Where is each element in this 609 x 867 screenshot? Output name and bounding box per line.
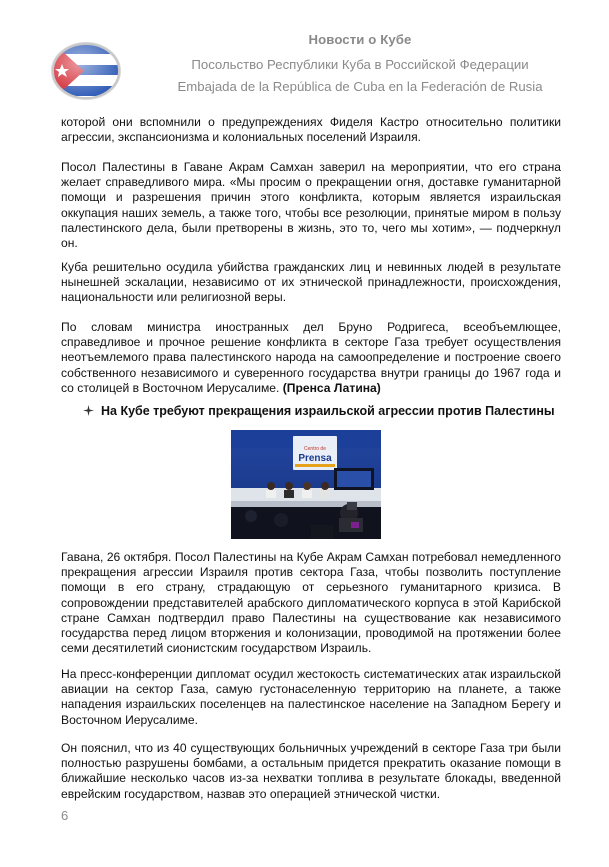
press-conference-photo <box>231 430 381 539</box>
page-header <box>0 0 609 110</box>
source-credit: (Пренса Латина) <box>282 380 381 395</box>
paragraph: Гавана, 26 октября. Посол Палестины на Кубе Акрам Самхан потребовал немедленного прекращения агрессии Израиля против сектора Газа, чтобы позволить поступление помощи в его страну, страдающую от серьезного гуманитарного кризиса. В сопровождении представителей арабского дипломатического корпуса в этой Карибской стране Самхан подтвердил право Палестины на существование как независимого государства перед лицом вторжения и колонизации, проводимой на протяжении более семи десятилетий сионистским государством Израиль. <box>61 550 561 656</box>
article-heading-text: На Кубе требуют прекращения израильской агрессии против Палестины <box>101 404 555 418</box>
article-heading <box>83 404 583 418</box>
embassy-name-russian: Посольство Республики Куба в Российской Федерации <box>191 57 529 72</box>
paragraph: которой они вспомнили о предупреждениях Фиделя Кастро относительно политики агрессии, экспансионизма и колониальных поселений Израиля. <box>61 115 561 145</box>
paragraph <box>61 320 561 396</box>
paragraph: Он пояснил, что из 40 существующих больничных учреждений в секторе Газа три были полностью разрушены бомбами, а остальным придется прекратить оказание помощи в ближайшие несколько часов из-за нехватки топлива в результате блокады, введенной еврейским государством, назвав это операцией этнической чистки. <box>61 741 561 801</box>
page-number: 6 <box>61 808 69 823</box>
paragraph: На пресс-конференции дипломат осудил жестокость систематических атак израильской авиации на сектор Газа, самую густонаселенную территорию на планете, а также нападения израильских поселенцев на палестинское население на Западном Берегу и Восточном Иерусалиме. <box>61 667 561 727</box>
paragraph: Куба решительно осудила убийства гражданских лиц и невинных людей в результате нынешней эскалации, независимо от их этнической принадлежности, происхождения, национальности или религиозной веры. <box>61 260 561 305</box>
diamond-bullet-icon <box>83 404 101 418</box>
embassy-name-spanish: Embajada de la República de Cuba en la Federación de Rusia <box>177 79 543 94</box>
cuba-flag-logo <box>50 40 122 102</box>
banner-text: Prensa <box>298 453 332 464</box>
newsletter-title: Новости о Кубе <box>308 32 412 47</box>
svg-text:Centro de: Centro de <box>304 446 326 452</box>
paragraph: Посол Палестины в Гаване Акрам Самхан заверил на мероприятии, что его страна желает справедливого мира. «Мы просим о прекращении огня, доставке гуманитарной помощи и разрешения причин этого конфликта, которым является израильская оккупация наших земель, а также того, чтобы все резолюции, принятые миром в пользу палестинского дела, были претворены в жизнь, это то, чего мы хотим», — подчеркнул он. <box>61 160 561 251</box>
paragraph-text: По словам министра иностранных дел Бруно Родригеса, всеобъемлющее, справедливое и прочное решение конфликта в секторе Газа требует осуществления неотъемлемого права палестинского народа на самоопределение и построение своего собственного независимого и суверенного государства внутри границы до 1967 года и со столицей в Восточном Иерусалиме. <box>61 320 561 395</box>
